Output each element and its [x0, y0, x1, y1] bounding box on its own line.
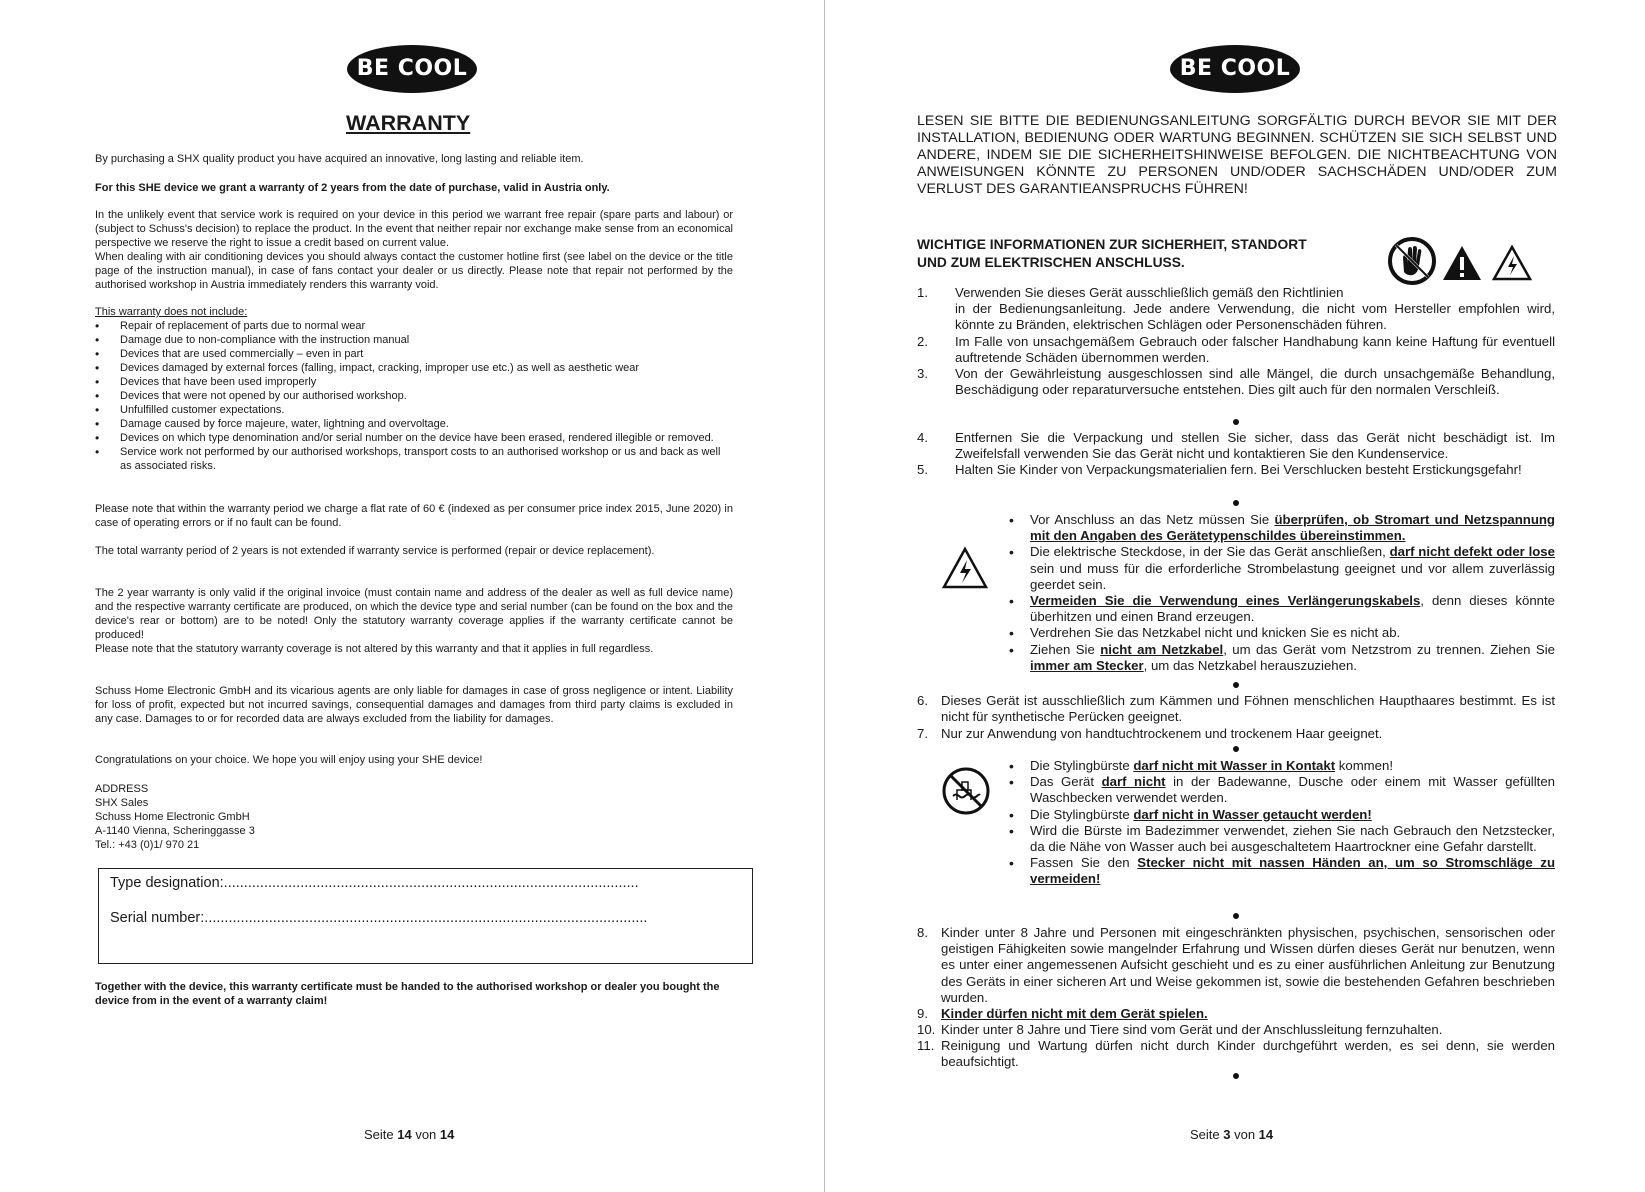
page-footer: Seite 3 von 14 — [1190, 1127, 1274, 1142]
be-cool-logo: BE COOL — [347, 45, 477, 93]
list-item: Entfernen Sie die Verpackung und stellen Sie sicher, dass das Gerät nicht beschädigt ist. Im Zweifelsfall verwenden Sie das Gerät nicht und kontaktieren Sie den Kundenservice. — [955, 430, 1555, 462]
section-title-line: WICHTIGE INFORMATIONEN ZUR SICHERHEIT, STANDORT — [917, 237, 1307, 252]
separator-dot — [1233, 419, 1239, 425]
section-title-line: UND ZUM ELEKTRISCHEN ANSCHLUSS. — [917, 255, 1185, 270]
address-line: SHX Sales — [95, 797, 149, 809]
list-item: • Damage due to non-compliance with the instruction manual — [95, 333, 733, 347]
page-number: 3 — [1223, 1127, 1231, 1142]
list-item: Dieses Gerät ist ausschließlich zum Kämmen und Föhnen menschlichen Haupthaares bestimmt. Es ist nicht für synthetische Perücken geeignet. — [941, 693, 1555, 725]
list-item: • Fassen Sie den Stecker nicht mit nassen Händen an, um so Stromschläge zu vermeiden! — [1009, 855, 1555, 887]
list-item: • Verdrehen Sie das Netzkabel nicht und knicken Sie es nicht ab. — [1009, 625, 1555, 641]
list-item: • Devices that are used commercially – even in part — [95, 347, 733, 361]
service-paragraph — [95, 208, 733, 292]
list-number: 10. — [917, 1022, 936, 1037]
period-paragraph: The total warranty period of 2 years is not extended if warranty service is performed (repair or device replacement). — [95, 545, 655, 557]
page-total: 14 — [439, 1127, 455, 1142]
list-number: 5. — [917, 462, 928, 477]
exclusions-heading: This warranty does not include: — [95, 306, 248, 318]
list-item: • Devices that have been used improperly — [95, 375, 733, 389]
list-item: Kinder unter 8 Jahre und Personen mit eingeschränkten physischen, psychischen, sensorischen oder geistigen Fähigkeiten sowie mangelnder Erfahrung und Wissen dürfen dieses Gerät nur benutzen, wenn es unter einer angemessenen Aufsicht geschieht und es zu einer ausführlichen Anleitung zur Benutzung des Geräts in einer sicheren Art und Weise gekommen ist, sowie die bestehenden Gefahren beschrieben wurden. — [941, 925, 1555, 1005]
address-block — [95, 782, 255, 852]
no-touch-hand-icon — [1387, 236, 1437, 286]
list-number: 3. — [917, 366, 928, 381]
list-item: Kinder unter 8 Jahre und Tiere sind vom Gerät und der Anschlussleitung fernzuhalten. — [941, 1022, 1443, 1037]
water-safety-list — [1009, 758, 1555, 888]
read-manual-warning: LESEN SIE BITTE DIE BEDIENUNGSANLEITUNG SORGFÄLTIG DURCH BEVOR SIE MIT DER INSTALLATION, BEDIENUNG ODER WARTUNG BEGINNEN. SCHÜTZEN SIE SICH SELBST UND ANDERE, INDEM SIE DIE SICHERHEITSHINWEISE BEFOLGEN. DIE NICHTBEACHTUNG VON ANWEISUNGEN KÖNNTE ZU PERSONEN UND/ODER SACHSCHÄDEN UND/ODER ZUM VERLUST DES GARANTIEANSPRUCHS FÜHREN! — [917, 113, 1557, 197]
page-number: 14 — [397, 1127, 412, 1142]
page-title: WARRANTY — [346, 111, 471, 135]
flat-rate-paragraph: Please note that within the warranty period we charge a flat rate of 60 € (indexed as per consumer price index 2015, June 2020) in case of operating errors or if no fault can be found. — [95, 503, 733, 529]
warning-triangle-icon — [1441, 244, 1483, 282]
list-item: • Damage caused by force majeure, water, lightning and overvoltage. — [95, 417, 733, 431]
list-item: Halten Sie Kinder von Verpackungsmaterialien fern. Bei Verschlucken besteht Erstickungsgefahr! — [955, 462, 1522, 477]
list-item: • Unfulfilled customer expectations. — [95, 403, 733, 417]
list-item: • Devices that were not opened by our authorised workshop. — [95, 389, 733, 403]
list-item: • Vermeiden Sie die Verwendung eines Verlängerungskabels, denn dieses könnte überhitzen und einen Brand erzeugen. — [1009, 593, 1555, 625]
intro-text: By purchasing a SHX quality product you have acquired an innovative, long lasting and reliable item. — [95, 153, 584, 165]
hotline-text: When dealing with air conditioning devices you should always contact the customer hotline first (see label on the device or the title page of the instruction manual), in case of fans contact your dealer or us directly. Please note that repair not performed by the authorised workshop in Austria immediately renders this warranty void. — [95, 251, 733, 291]
device-info-box — [98, 868, 753, 964]
no-water-icon — [941, 766, 991, 816]
electric-hazard-icon — [1491, 244, 1533, 282]
address-line: Schuss Home Electronic GmbH — [95, 811, 250, 823]
list-item: Von der Gewährleistung ausgeschlossen sind alle Mängel, die durch unsachgemäße Behandlung, Beschädigung oder reparaturversuche entstehen. Dies gilt auch für den normalen Verschleiß. — [955, 366, 1555, 398]
page-divider — [824, 0, 825, 1192]
list-item: • Devices on which type denomination and/or serial number on the device have been erased, rendered illegible or removed. — [95, 431, 733, 445]
list-item: • Die elektrische Steckdose, in der Sie das Gerät anschließen, darf nicht defekt oder lose sein und muss für die erforderliche Strombelastung geeignet und vor allem zuverlässig geerdet sein. — [1009, 544, 1555, 593]
list-item: • Service work not performed by our authorised workshops, transport costs to an authorised workshop or us and back as well as associated risks. — [95, 445, 733, 473]
list-item: Verwenden Sie dieses Gerät ausschließlich gemäß den Richtlinien in der Bedienungsanleitung. Jede andere Verwendung, die nicht vom Hersteller empfohlen wird, könnte zu Bränden, elektrischen Schlägen oder Personenschäden führen. — [955, 285, 1555, 333]
liability-paragraph: Schuss Home Electronic GmbH and its vicarious agents are only liable for damages in case of gross negligence or intent. Liability for loss of profit, expected but not incurred savings, consequential damages and damages from third party claims is excluded in any case. Damages to or for recorded data are always excluded from the liability for damages. — [95, 685, 733, 725]
list-item: Kinder dürfen nicht mit dem Gerät spielen. — [941, 1006, 1208, 1021]
exclusions-list — [95, 319, 733, 473]
separator-dot — [1233, 746, 1239, 752]
warranty-grant: For this SHE device we grant a warranty of 2 years from the date of purchase, valid in Austria only. — [95, 182, 610, 194]
closing-note: Together with the device, this warranty certificate must be handed to the authorised workshop or dealer you bought the device from in the event of a warranty claim! — [95, 981, 720, 1007]
service-text: In the unlikely event that service work is required on your device in this period we warrant free repair (spare parts and labour) or (subject to Schuss's decision) to replace the product. In the event that neither repair nor exchange make sense from an economical perspective we reserve the right to issue a credit based on current value. — [95, 209, 734, 249]
address-line: Tel.: +43 (0)1/ 970 21 — [95, 839, 200, 851]
list-number: 11. — [917, 1038, 935, 1053]
list-item: • Die Stylingbürste darf nicht mit Wasser in Kontakt kommen! — [1009, 758, 1555, 774]
separator-dot — [1233, 1073, 1239, 1079]
list-item: • Die Stylingbürste darf nicht in Wasser getaucht werden! — [1009, 807, 1555, 823]
list-item: Im Falle von unsachgemäßem Gebrauch oder falscher Handhabung kann keine Haftung für eventuell auftretende Schäden übernommen werden. — [955, 334, 1555, 366]
electrical-safety-list — [1009, 512, 1555, 674]
separator-dot — [1233, 913, 1239, 919]
separator-dot — [1233, 500, 1239, 506]
list-number: 1. — [917, 285, 928, 300]
safety-page — [826, 0, 1645, 1192]
list-item: Nur zur Anwendung von handtuchtrockenem und trockenem Haar geeignet. — [941, 726, 1383, 741]
list-item: • Ziehen Sie nicht am Netzkabel, um das Gerät vom Netzstrom zu trennen. Ziehen Sie immer am Stecker, um das Netzkabel herauszuziehen. — [1009, 642, 1555, 674]
list-number: 2. — [917, 334, 928, 349]
page-total: 14 — [1258, 1127, 1274, 1142]
be-cool-logo: BE COOL — [1170, 45, 1300, 93]
list-number: 6. — [917, 693, 928, 708]
list-item: • Repair of replacement of parts due to normal wear — [95, 319, 733, 333]
list-item: • Vor Anschluss an das Netz müssen Sie überprüfen, ob Stromart und Netzspannung mit den Angaben des Gerätetypenschildes übereinstimmen. — [1009, 512, 1555, 544]
list-item: • Devices damaged by external forces (falling, impact, cracking, improper use etc.) as well as aesthetic wear — [95, 361, 733, 375]
separator-dot — [1233, 682, 1239, 688]
type-designation-field[interactable]: Type designation:....................................................................................................... — [110, 875, 639, 891]
section-title — [917, 236, 1307, 272]
statutory-text: Please note that the statutory warranty coverage is not altered by this warranty and that it applies in full regardless. — [95, 643, 654, 655]
page-footer: Seite 14 von 14 — [364, 1127, 455, 1142]
list-number: 9. — [917, 1006, 928, 1021]
electric-hazard-icon — [941, 546, 989, 590]
list-item: • Wird die Bürste im Badezimmer verwendet, ziehen Sie nach Gebrauch den Netzstecker, da die Nähe von Wasser auch bei ausgeschaltetem Haartrockner eine Gefahr darstellt. — [1009, 823, 1555, 855]
congratulations-text: Congratulations on your choice. We hope you will enjoy using your SHE device! — [95, 754, 483, 766]
invoice-paragraph — [95, 586, 733, 656]
list-item: • Das Gerät darf nicht in der Badewanne, Dusche oder einem mit Wasser gefüllten Waschbecken verwendet werden. — [1009, 774, 1555, 806]
serial-number-field[interactable]: Serial number:.............................................................................................................. — [110, 910, 648, 926]
address-label: ADDRESS — [95, 783, 149, 795]
list-number: 4. — [917, 430, 928, 445]
list-number: 8. — [917, 925, 928, 940]
list-item: Reinigung und Wartung dürfen nicht durch Kinder durchgeführt werden, es sei denn, sie werden beaufsichtigt. — [941, 1038, 1555, 1070]
list-number: 7. — [917, 726, 928, 741]
invoice-text: The 2 year warranty is only valid if the original invoice (must contain name and address of the dealer as well as full device name) and the respective warranty certificate are produced, on which the device type and serial number (can be found on the box and the device's rear or bottom) are to be noted! Only the statutory warranty coverage applies if the warranty certificate cannot be produced! — [95, 587, 733, 641]
address-line: A-1140 Vienna, Scheringgasse 3 — [95, 825, 255, 837]
